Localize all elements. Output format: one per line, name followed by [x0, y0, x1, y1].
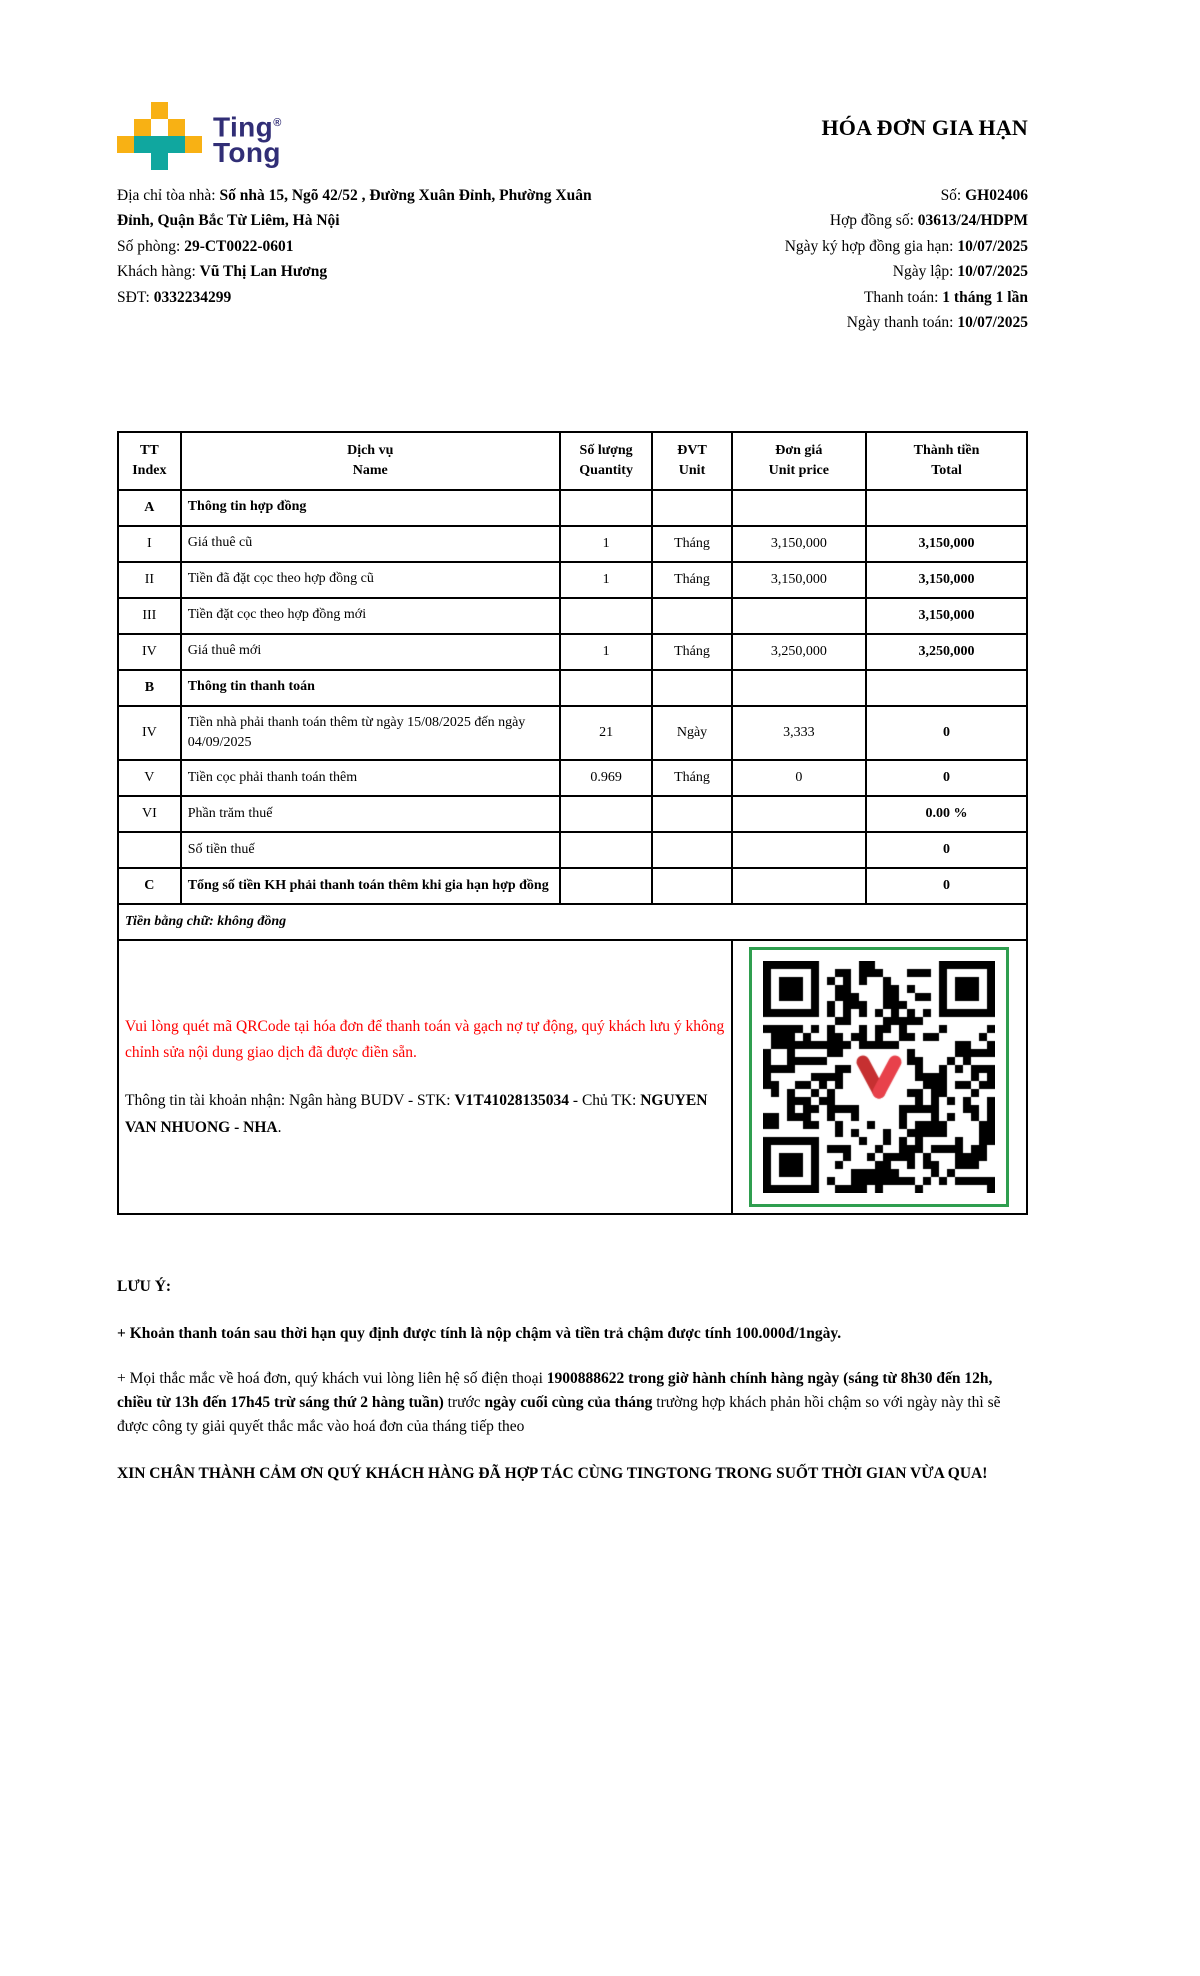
cell-index: A [118, 490, 181, 526]
cell-name: Tiền đã đặt cọc theo hợp đồng cũ [181, 562, 560, 598]
cell-unit-price: 0 [732, 760, 867, 796]
cell-unit [652, 832, 731, 868]
customer-value: Vũ Thị Lan Hương [199, 263, 328, 281]
qr-account-info [125, 1088, 725, 1141]
invoice-number-label: Số: [940, 187, 966, 204]
cell-unit-price: 3,333 [732, 706, 867, 761]
cell-index: V [118, 760, 181, 796]
cell-quantity: 1 [560, 526, 653, 562]
cell-unit: Tháng [652, 760, 731, 796]
info-section [117, 183, 1028, 335]
text-run: Thông tin tài khoản nhận: Ngân hàng BUDV - STK: [125, 1092, 455, 1110]
cell-unit [652, 670, 731, 706]
table-row [118, 670, 1027, 706]
qr-note-cell [118, 940, 732, 1214]
header [117, 0, 1028, 170]
header-index: TT Index [118, 432, 181, 489]
logo-pixel-arrow-icon [117, 102, 202, 170]
cell-unit: Tháng [652, 562, 731, 598]
info-line-contract [830, 212, 1028, 229]
room-label: Số phòng: [117, 237, 185, 255]
cell-name: Số tiền thuế [181, 832, 560, 868]
cell-quantity: 1 [560, 562, 653, 598]
table-row [118, 832, 1027, 868]
cell-total: 0.00 % [866, 796, 1027, 832]
cell-total [866, 670, 1027, 706]
cell-index: I [118, 526, 181, 562]
thank-you-note: XIN CHÂN THÀNH CẢM ƠN QUÝ KHÁCH HÀNG ĐÃ HỢP TÁC CÙNG TINGTONG TRONG SUỐT THỜI GIAN VỪA QUA! [117, 1465, 988, 1483]
cell-index: IV [118, 634, 181, 670]
info-line-address [117, 187, 592, 229]
cell-index [118, 832, 181, 868]
info-line-customer [117, 263, 327, 280]
info-line-number [941, 187, 1028, 204]
cell-unit-price [732, 670, 867, 706]
cell-total: 3,250,000 [866, 634, 1027, 670]
qr-cell [732, 940, 1027, 1214]
room-value: 29-CT0022-0601 [184, 237, 294, 255]
phone-label: SĐT: [117, 288, 154, 306]
cell-unit-price [732, 868, 867, 904]
cell-index: III [118, 598, 181, 634]
text-run: V1T41028135034 [454, 1092, 570, 1110]
cell-quantity [560, 598, 653, 634]
cell-quantity: 1 [560, 634, 653, 670]
info-line-payment-cycle [864, 289, 1028, 306]
table-row [118, 526, 1027, 562]
info-line-issue-date [893, 263, 1028, 280]
cell-total: 0 [866, 706, 1027, 761]
notes-section [117, 1275, 1028, 1486]
qr-code-frame [749, 947, 1009, 1207]
cell-name: Tiền đặt cọc theo hợp đồng mới [181, 598, 560, 634]
info-line-payment-date [847, 314, 1028, 331]
cell-unit-price [732, 832, 867, 868]
issue-date-value: 10/07/2025 [957, 263, 1028, 281]
header-service: Dịch vụ Name [181, 432, 560, 489]
cell-name: Thông tin thanh toán [181, 670, 560, 706]
cell-unit-price: 3,150,000 [732, 562, 867, 598]
qr-red-note: Vui lòng quét mã QRCode tại hóa đơn để thanh toán và gạch nợ tự động, quý khách lưu ý không chỉnh sửa nội dung giao dịch đã được điền sẵn. [125, 1017, 725, 1061]
header-unit: ĐVT Unit [652, 432, 731, 489]
page-title: HÓA ĐƠN GIA HẠN [821, 115, 1028, 140]
amount-in-words: Tiền bằng chữ: không đồng [118, 904, 1027, 940]
payment-cycle-label: Thanh toán: [863, 288, 943, 306]
cell-unit-price: 3,250,000 [732, 634, 867, 670]
cell-unit: Tháng [652, 526, 731, 562]
payment-date-value: 10/07/2025 [957, 314, 1028, 332]
building-info-block [117, 183, 595, 335]
cell-unit-price: 3,150,000 [732, 526, 867, 562]
text-run: trường hợp khách phản hồi chậm so với ngày này thì sẽ được công ty giải quyết thắc mắc vào hoá đơn của tháng tiếp theo [117, 1394, 1001, 1436]
cell-name: Giá thuê mới [181, 634, 560, 670]
table-row [118, 490, 1027, 526]
phone-value: 0332234299 [153, 288, 232, 306]
cell-total: 3,150,000 [866, 562, 1027, 598]
cell-name: Thông tin hợp đồng [181, 490, 560, 526]
cell-unit-price [732, 490, 867, 526]
table-row [118, 598, 1027, 634]
text-run: 1900888622 trong giờ hành chính hàng ngày (sáng từ 8h30 đến 12h, chiều từ 13h đến 17h45 trừ sáng thứ 2 hàng tuần) [117, 1370, 993, 1412]
logo-wordmark [213, 102, 282, 169]
logo-wordmark-line2: Tong [213, 137, 281, 169]
cell-quantity [560, 832, 653, 868]
tingtong-logo [117, 102, 282, 170]
payment-cycle-value: 1 tháng 1 lần [942, 288, 1028, 306]
header-quantity: Số lượng Quantity [560, 432, 653, 489]
renewal-sign-date-value: 10/07/2025 [957, 237, 1028, 255]
invoice-table-body [118, 490, 1027, 1215]
cell-unit [652, 868, 731, 904]
qr-row [118, 940, 1027, 1214]
invoice-table [117, 431, 1028, 1215]
payment-date-label: Ngày thanh toán: [846, 314, 958, 332]
address-label: Địa chỉ tòa nhà: [117, 187, 220, 204]
info-line-renewal-sign-date [785, 238, 1028, 255]
cell-name: Tiền nhà phải thanh toán thêm từ ngày 15/08/2025 đến ngày 04/09/2025 [181, 706, 560, 761]
cell-unit [652, 598, 731, 634]
cell-unit [652, 796, 731, 832]
info-line-room [117, 238, 294, 255]
late-payment-note: + Khoản thanh toán sau thời hạn quy định được tính là nộp chậm và tiền trả chậm được tính 100.000đ/1ngày. [117, 1325, 842, 1343]
payment-qr-code-icon [763, 961, 995, 1193]
cell-unit: Ngày [652, 706, 731, 761]
amount-in-words-row [118, 904, 1027, 940]
cell-quantity: 21 [560, 706, 653, 761]
invoice-number-value: GH02406 [965, 187, 1028, 204]
cell-index: VI [118, 796, 181, 832]
issue-date-label: Ngày lập: [892, 263, 958, 281]
table-row [118, 868, 1027, 904]
text-run: trước [443, 1394, 485, 1412]
cell-unit-price [732, 598, 867, 634]
contract-number-label: Hợp đồng số: [829, 212, 918, 230]
cell-total: 0 [866, 868, 1027, 904]
cell-total: 3,150,000 [866, 598, 1027, 634]
text-run: NGUYEN VAN NHUONG - NHA [125, 1092, 708, 1136]
contract-number-value: 03613/24/HDPM [917, 212, 1028, 230]
customer-label: Khách hàng: [117, 263, 200, 281]
table-row [118, 562, 1027, 598]
cell-index: II [118, 562, 181, 598]
cell-name: Giá thuê cũ [181, 526, 560, 562]
registered-mark: ® [273, 117, 282, 129]
cell-quantity [560, 670, 653, 706]
header-total: Thành tiền Total [866, 432, 1027, 489]
renewal-sign-date-label: Ngày ký hợp đồng gia hạn: [784, 237, 958, 255]
table-row [118, 760, 1027, 796]
cell-quantity [560, 796, 653, 832]
cell-unit-price [732, 796, 867, 832]
logo-wordmark-line1: Ting [213, 111, 274, 143]
cell-unit: Tháng [652, 634, 731, 670]
text-run: + Mọi thắc mắc về hoá đơn, quý khách vui lòng liên hệ số điện thoại [117, 1370, 547, 1388]
cell-unit [652, 490, 731, 526]
cell-total: 0 [866, 760, 1027, 796]
cell-index: IV [118, 706, 181, 761]
table-row [118, 634, 1027, 670]
text-run: . [277, 1118, 282, 1136]
text-run: - Chủ TK: [569, 1092, 641, 1110]
cell-total: 0 [866, 832, 1027, 868]
cell-name: Phần trăm thuế [181, 796, 560, 832]
cell-quantity [560, 868, 653, 904]
info-line-phone [117, 289, 231, 306]
cell-index: C [118, 868, 181, 904]
table-row [118, 796, 1027, 832]
cell-quantity [560, 490, 653, 526]
hotline-note [117, 1367, 1028, 1439]
text-run: ngày cuối cùng của tháng [484, 1394, 653, 1412]
cell-name: Tiền cọc phải thanh toán thêm [181, 760, 560, 796]
cell-total [866, 490, 1027, 526]
cell-name: Tổng số tiền KH phải thanh toán thêm khi gia hạn hợp đồng [181, 868, 560, 904]
notes-heading: LƯU Ý: [117, 1278, 172, 1296]
cell-total: 3,150,000 [866, 526, 1027, 562]
invoice-table-header [118, 432, 1027, 489]
cell-quantity: 0.969 [560, 760, 653, 796]
table-row [118, 706, 1027, 761]
address-value: Số nhà 15, Ngõ 42/52 , Đường Xuân Đỉnh, Phường Xuân Đỉnh, Quận Bắc Từ Liêm, Hà Nội [117, 187, 592, 230]
header-unit-price: Đơn giá Unit price [732, 432, 867, 489]
invoice-meta-block [785, 183, 1028, 335]
cell-index: B [118, 670, 181, 706]
